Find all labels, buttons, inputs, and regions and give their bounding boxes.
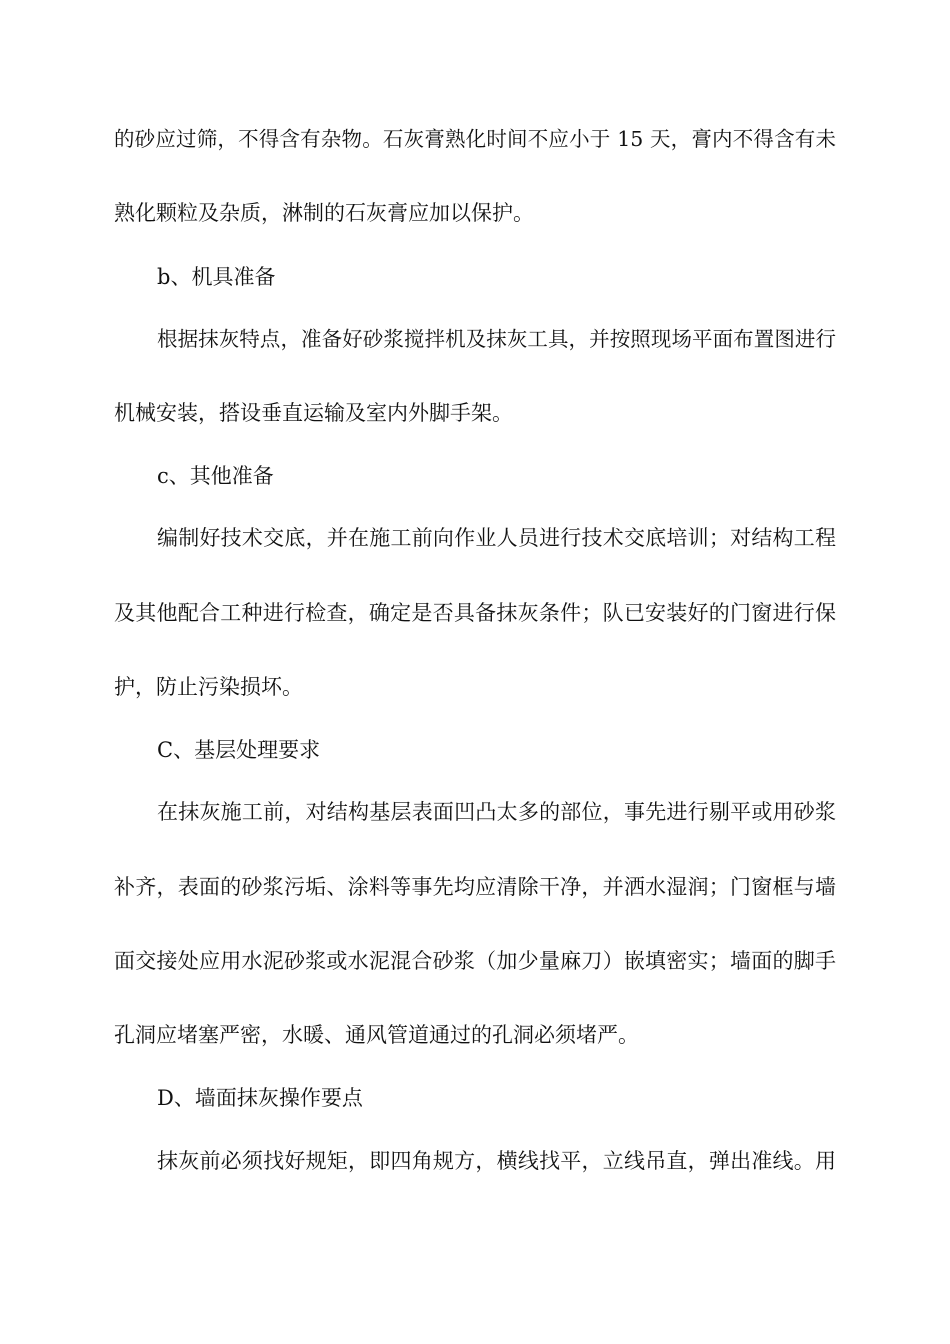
body-text-line: 及其他配合工种进行检查，确定是否具备抹灰条件；队已安装好的门窗进行保 xyxy=(114,601,836,625)
section-heading-base-treatment: C、基层处理要求 xyxy=(157,738,321,762)
body-text-line: 的砂应过筛，不得含有杂物。石灰膏熟化时间不应小于 15 天，膏内不得含有未 xyxy=(114,127,836,151)
body-text-line: 护，防止污染损坏。 xyxy=(114,675,303,699)
section-heading-other-preparation: c、其他准备 xyxy=(157,464,274,488)
body-text-line: 机械安装，搭设垂直运输及室内外脚手架。 xyxy=(114,401,513,425)
body-text-line: 根据抹灰特点，准备好砂浆搅拌机及抹灰工具，并按照现场平面布置图进行 xyxy=(157,327,836,351)
body-text-line: 孔洞应堵塞严密，水暖、通风管道通过的孔洞必须堵严。 xyxy=(114,1023,639,1047)
section-heading-wall-plastering: D、墙面抹灰操作要点 xyxy=(157,1086,363,1110)
body-text-line: 抹灰前必须找好规矩，即四角规方，横线找平，立线吊直，弹出准线。用 xyxy=(157,1149,836,1173)
section-heading-machinery-preparation: b、机具准备 xyxy=(157,265,276,289)
body-text-line: 在抹灰施工前，对结构基层表面凹凸太多的部位，事先进行剔平或用砂浆 xyxy=(157,800,836,824)
body-text-line: 熟化颗粒及杂质，淋制的石灰膏应加以保护。 xyxy=(114,201,534,225)
body-text-line: 面交接处应用水泥砂浆或水泥混合砂浆（加少量麻刀）嵌填密实；墙面的脚手 xyxy=(114,949,836,973)
body-text-line: 编制好技术交底，并在施工前向作业人员进行技术交底培训；对结构工程 xyxy=(157,526,836,550)
body-text-line: 补齐，表面的砂浆污垢、涂料等事先均应清除干净，并洒水湿润；门窗框与墙 xyxy=(114,875,836,899)
